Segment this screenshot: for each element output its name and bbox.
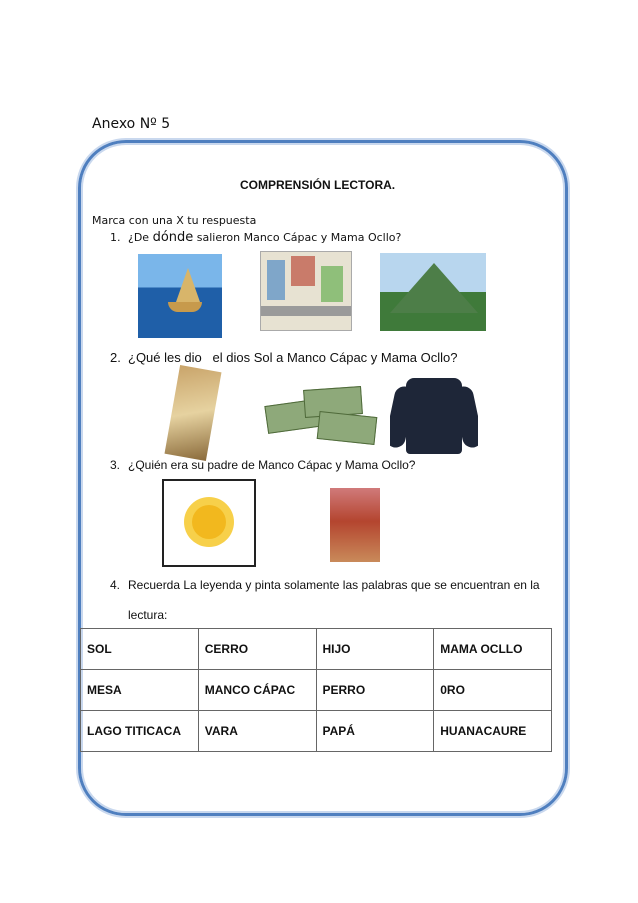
- question-4-text-cont: lectura:: [128, 608, 168, 622]
- question-3-text: ¿Quién era su padre de Manco Cápac y Mama Ocllo?: [128, 458, 416, 472]
- question-4-number: 4.: [110, 578, 121, 592]
- question-1: [110, 230, 401, 245]
- word-cell[interactable]: VARA: [198, 711, 316, 752]
- word-cell[interactable]: MANCO CÁPAC: [198, 670, 316, 711]
- word-cell[interactable]: HIJO: [316, 629, 434, 670]
- table-row: [81, 711, 552, 752]
- question-2: [110, 350, 457, 365]
- question-1-post: salieron Manco Cápac y Mama Ocllo?: [193, 231, 402, 244]
- question-1-pre: ¿De: [128, 231, 153, 244]
- word-cell[interactable]: PERRO: [316, 670, 434, 711]
- table-row: [81, 629, 552, 670]
- question-4-text: Recuerda La leyenda y pinta solamente las palabras que se encuentran en la: [128, 578, 540, 592]
- word-cell[interactable]: MAMA OCLLO: [434, 629, 552, 670]
- money-image[interactable]: [264, 374, 382, 452]
- word-cell[interactable]: PAPÁ: [316, 711, 434, 752]
- question-3-number: 3.: [110, 458, 121, 472]
- question-1-emph: dónde: [152, 230, 194, 245]
- word-cell[interactable]: LAGO TITICACA: [81, 711, 199, 752]
- question-3: [110, 458, 415, 472]
- instruction-text: Marca con una X tu respuesta: [92, 214, 257, 227]
- word-cell[interactable]: CERRO: [198, 629, 316, 670]
- question-2-number: 2.: [110, 350, 121, 365]
- sun-image[interactable]: [162, 479, 256, 567]
- sweater-image[interactable]: [390, 372, 478, 456]
- worksheet-title: COMPRENSIÓN LECTORA.: [240, 178, 396, 192]
- question-1-number: 1.: [110, 231, 121, 244]
- annex-label: Anexo Nº 5: [92, 116, 171, 132]
- question-4: [110, 570, 550, 630]
- city-image[interactable]: [260, 251, 352, 331]
- word-cell[interactable]: HUANACAURE: [434, 711, 552, 752]
- table-row: [81, 670, 552, 711]
- word-cell[interactable]: SOL: [81, 629, 199, 670]
- question-2-text: ¿Qué les dio el dios Sol a Manco Cápac y Mama Ocllo?: [128, 350, 458, 365]
- lake-boat-image[interactable]: [138, 254, 222, 338]
- word-cell[interactable]: 0RO: [434, 670, 552, 711]
- word-table: [80, 628, 552, 752]
- mountain-image[interactable]: [380, 253, 486, 331]
- inca-image[interactable]: [330, 488, 380, 562]
- word-cell[interactable]: MESA: [81, 670, 199, 711]
